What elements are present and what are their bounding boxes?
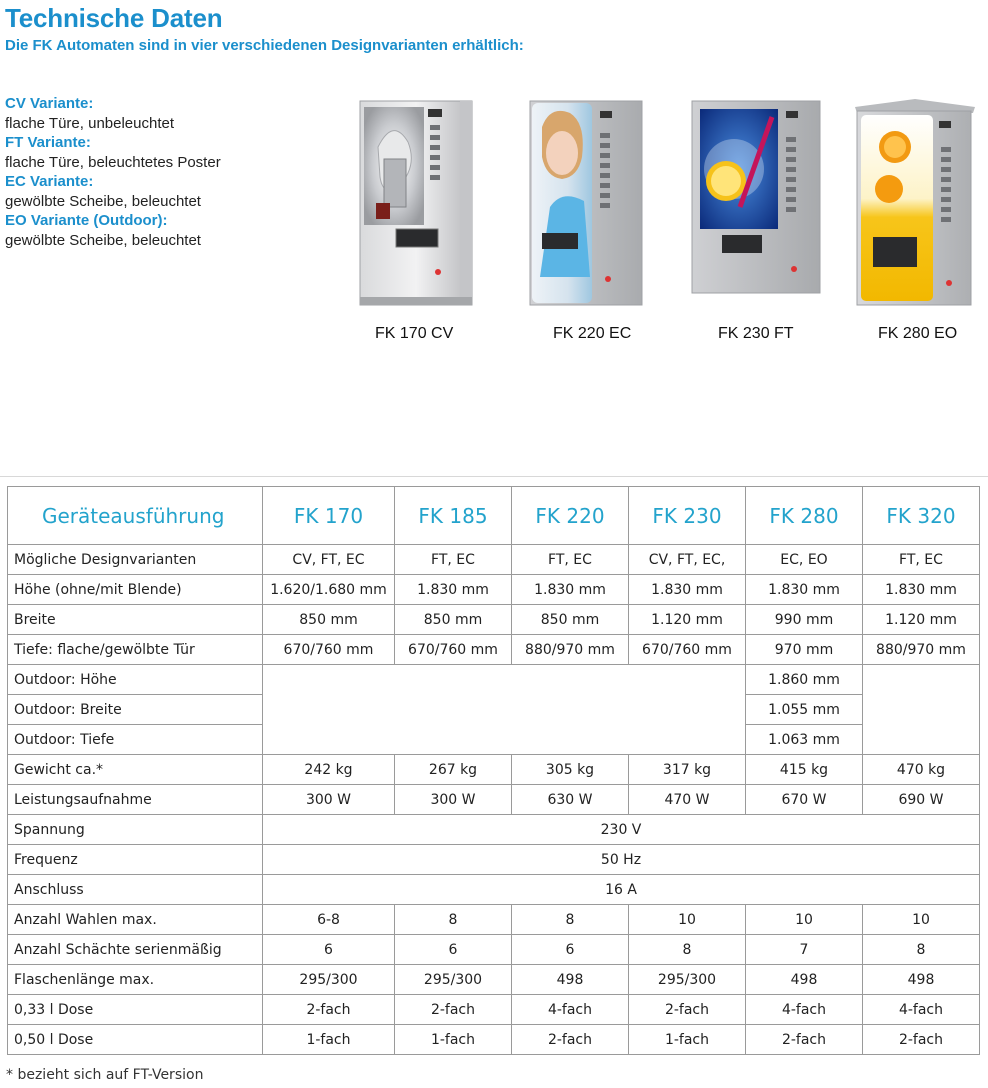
table-cell: 6: [263, 935, 395, 965]
table-cell: 850 mm: [395, 605, 512, 635]
table-cell: 10: [629, 905, 746, 935]
empty-merged-cell: [263, 665, 746, 755]
table-row: [8, 875, 980, 905]
table-cell: 1.055 mm: [746, 695, 863, 725]
table-cell: 8: [512, 905, 629, 935]
row-label: Höhe (ohne/mit Blende): [8, 575, 263, 605]
table-cell: 295/300: [263, 965, 395, 995]
row-label: Tiefe: flache/gewölbte Tür: [8, 635, 263, 665]
table-header-cell: FK 230: [629, 487, 746, 545]
table-row: [8, 665, 980, 695]
table-header-cell: FK 170: [263, 487, 395, 545]
table-row: [8, 635, 980, 665]
vending-machine-ft-image: [690, 97, 822, 297]
table-cell: 850 mm: [512, 605, 629, 635]
table-row: [8, 815, 980, 845]
table-row: [8, 605, 980, 635]
table-cell: 2-fach: [629, 995, 746, 1025]
table-cell: 2-fach: [395, 995, 512, 1025]
page-title: Technische Daten: [5, 3, 223, 33]
row-label: Flaschenlänge max.: [8, 965, 263, 995]
variant-list: [5, 94, 221, 250]
table-cell: 630 W: [512, 785, 629, 815]
table-row: [8, 995, 980, 1025]
table-header-cell: FK 320: [863, 487, 980, 545]
table-cell: 2-fach: [863, 1025, 980, 1055]
table-row: [8, 1025, 980, 1055]
machine-caption: FK 170 CV: [375, 325, 454, 342]
row-label: Spannung: [8, 815, 263, 845]
table-cell: 242 kg: [263, 755, 395, 785]
table-cell: 1.830 mm: [746, 575, 863, 605]
row-label: 0,50 l Dose: [8, 1025, 263, 1055]
table-row: [8, 785, 980, 815]
row-label: Outdoor: Höhe: [8, 665, 263, 695]
table-cell: 2-fach: [263, 995, 395, 1025]
table-cell: 690 W: [863, 785, 980, 815]
table-cell: 498: [512, 965, 629, 995]
variant-name: CV Variante:: [5, 95, 94, 112]
table-cell: 4-fach: [863, 995, 980, 1025]
row-label: Anschluss: [8, 875, 263, 905]
table-cell: 8: [395, 905, 512, 935]
table-cell: 1.830 mm: [512, 575, 629, 605]
table-row: [8, 845, 980, 875]
table-cell: 470 kg: [863, 755, 980, 785]
table-cell: 305 kg: [512, 755, 629, 785]
table-cell: 10: [863, 905, 980, 935]
table-row: [8, 575, 980, 605]
table-cell: 317 kg: [629, 755, 746, 785]
table-cell: 470 W: [629, 785, 746, 815]
row-label: Leistungsaufnahme: [8, 785, 263, 815]
variant-desc: flache Türe, beleuchtetes Poster: [5, 153, 221, 171]
row-label: Outdoor: Tiefe: [8, 725, 263, 755]
table-cell: 850 mm: [263, 605, 395, 635]
table-cell: 670/760 mm: [629, 635, 746, 665]
table-cell: 970 mm: [746, 635, 863, 665]
table-header-cell: Geräteausführung: [8, 487, 263, 545]
table-row: [8, 755, 980, 785]
variant-desc: flache Türe, unbeleuchtet: [5, 114, 175, 132]
variant-desc: gewölbte Scheibe, beleuchtet: [5, 231, 201, 249]
row-label: Anzahl Schächte serienmäßig: [8, 935, 263, 965]
table-header-cell: FK 280: [746, 487, 863, 545]
page-subtitle: Die FK Automaten sind in vier verschiedenen Designvarianten erhältlich:: [5, 37, 524, 54]
table-cell: 300 W: [263, 785, 395, 815]
table-header-cell: FK 220: [512, 487, 629, 545]
table-cell: 1.120 mm: [863, 605, 980, 635]
table-cell: 1.860 mm: [746, 665, 863, 695]
table-cell: CV, FT, EC,: [629, 545, 746, 575]
table-cell: 1.830 mm: [863, 575, 980, 605]
table-cell: 670/760 mm: [263, 635, 395, 665]
table-cell: 295/300: [629, 965, 746, 995]
table-cell: 880/970 mm: [863, 635, 980, 665]
table-cell: 1.830 mm: [395, 575, 512, 605]
table-cell: 16 A: [263, 875, 980, 905]
table-cell: 4-fach: [512, 995, 629, 1025]
table-cell: 267 kg: [395, 755, 512, 785]
table-cell: 50 Hz: [263, 845, 980, 875]
table-cell: 6-8: [263, 905, 395, 935]
table-cell: 8: [629, 935, 746, 965]
table-cell: FT, EC: [863, 545, 980, 575]
table-cell: 300 W: [395, 785, 512, 815]
table-cell: 2-fach: [512, 1025, 629, 1055]
table-cell: 4-fach: [746, 995, 863, 1025]
table-cell: FT, EC: [395, 545, 512, 575]
table-row: [8, 905, 980, 935]
table-cell: 1.063 mm: [746, 725, 863, 755]
vending-machine-cv-image: [358, 97, 476, 309]
table-cell: 1.830 mm: [629, 575, 746, 605]
variant-desc: gewölbte Scheibe, beleuchtet: [5, 192, 201, 210]
table-header-cell: FK 185: [395, 487, 512, 545]
table-cell: 7: [746, 935, 863, 965]
table-cell: 990 mm: [746, 605, 863, 635]
row-label: Breite: [8, 605, 263, 635]
machine-caption: FK 280 EO: [878, 325, 958, 342]
table-cell: 1-fach: [263, 1025, 395, 1055]
machine-caption: FK 230 FT: [718, 325, 794, 342]
spec-table: [7, 486, 980, 1055]
vending-machine-ec-image: [528, 97, 646, 309]
row-label: Anzahl Wahlen max.: [8, 905, 263, 935]
table-cell: 670/760 mm: [395, 635, 512, 665]
table-row: [8, 965, 980, 995]
variant-name: FT Variante:: [5, 134, 91, 151]
table-cell: 10: [746, 905, 863, 935]
row-label: Gewicht ca.*: [8, 755, 263, 785]
table-cell: 498: [863, 965, 980, 995]
table-cell: 2-fach: [746, 1025, 863, 1055]
table-cell: CV, FT, EC: [263, 545, 395, 575]
table-cell: 880/970 mm: [512, 635, 629, 665]
table-cell: 1-fach: [395, 1025, 512, 1055]
empty-merged-cell: [863, 665, 980, 755]
table-cell: EC, EO: [746, 545, 863, 575]
row-label: 0,33 l Dose: [8, 995, 263, 1025]
row-label: Outdoor: Breite: [8, 695, 263, 725]
table-row: [8, 545, 980, 575]
table-cell: 1-fach: [629, 1025, 746, 1055]
table-cell: FT, EC: [512, 545, 629, 575]
table-cell: 1.620/1.680 mm: [263, 575, 395, 605]
table-cell: 230 V: [263, 815, 980, 845]
vending-machine-eo-image: [855, 97, 975, 309]
table-cell: 415 kg: [746, 755, 863, 785]
variant-name: EO Variante (Outdoor):: [5, 212, 168, 229]
table-cell: 8: [863, 935, 980, 965]
variant-name: EC Variante:: [5, 173, 94, 190]
table-cell: 498: [746, 965, 863, 995]
section-divider: [0, 476, 988, 477]
row-label: Frequenz: [8, 845, 263, 875]
table-cell: 670 W: [746, 785, 863, 815]
footnote: * bezieht sich auf FT-Version: [6, 1067, 204, 1083]
table-cell: 1.120 mm: [629, 605, 746, 635]
table-cell: 6: [395, 935, 512, 965]
machine-caption: FK 220 EC: [553, 325, 632, 342]
row-label: Mögliche Designvarianten: [8, 545, 263, 575]
table-cell: 295/300: [395, 965, 512, 995]
table-header-row: [8, 487, 980, 545]
table-row: [8, 935, 980, 965]
table-cell: 6: [512, 935, 629, 965]
